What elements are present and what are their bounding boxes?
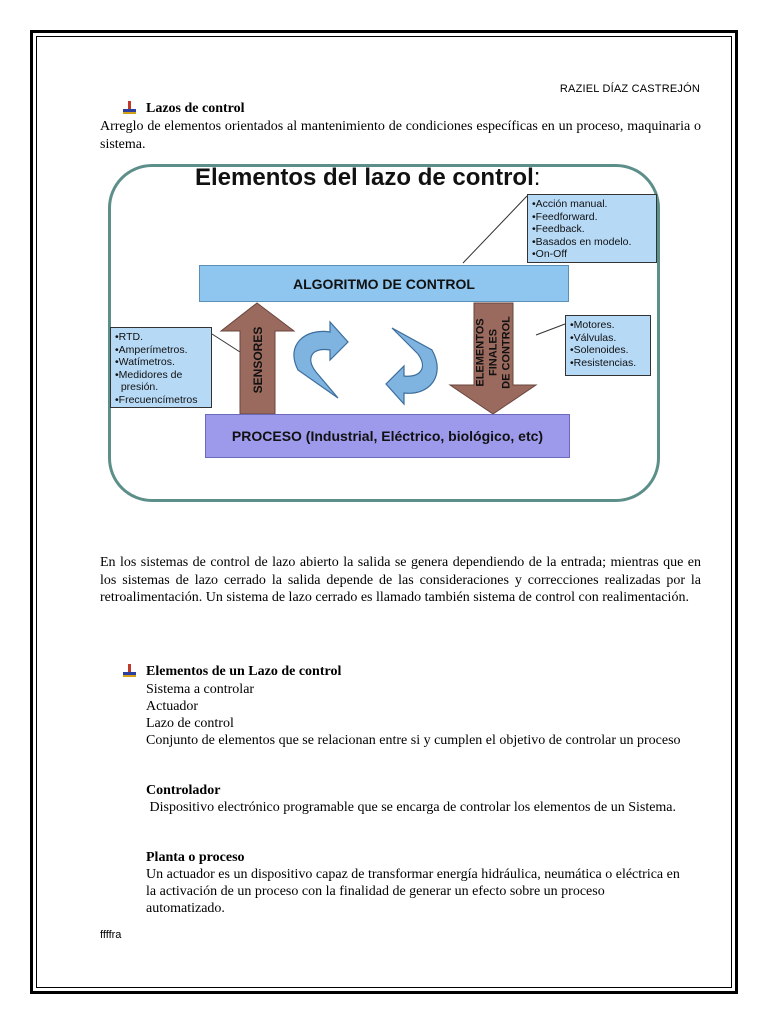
controller-text: Dispositivo electrónico programable que se encarga de controlar los elementos de un Sistema. xyxy=(146,800,677,815)
footer-text: ffffra xyxy=(100,929,122,941)
sensor-types-note: •RTD. •Amperímetros. •Watímetros. •Medidores de presión. •Frecuencímetros xyxy=(110,327,212,408)
open-closed-loop-paragraph: En los sistemas de control de lazo abierto la salida se genera dependiendo de la entrada; mientras que en los sistemas de lazo cerrado la salida depende de las consideraciones y correcciones realizadas por la retroalimentación. Un sistema de lazo cerrado es llamado también sistema de control con realimentación. xyxy=(100,555,701,605)
plant-heading: Planta o proceso xyxy=(146,850,245,865)
bullet-icon xyxy=(122,664,138,678)
algorithm-types-note: •Acción manual. •Feedforward. •Feedback. •Basados en modelo. •On-Off xyxy=(527,194,657,263)
cycle-arrow-icon xyxy=(294,322,437,404)
list-item: Sistema a controlar xyxy=(146,682,255,697)
author-name: RAZIEL DÍAZ CASTREJÓN xyxy=(559,83,700,95)
section-paragraph-lazos: Arreglo de elementos orientados al mantenimiento de condiciones específicas en un proceso, maquinaria o sistema. xyxy=(100,119,701,152)
list-item: Lazo de control xyxy=(146,716,234,731)
connector-line-sensors xyxy=(212,334,240,352)
plant-text: Un actuador es un dispositivo capaz de transformar energía hidráulica, neumática o eléctrica en la activación de un proceso con la finalidad de generar un efecto sobre un proceso automatizado. xyxy=(146,867,680,916)
section-heading-elementos: Elementos de un Lazo de control xyxy=(146,664,342,679)
sensors-label: SENSORES xyxy=(251,326,265,394)
controller-heading: Controlador xyxy=(146,783,221,798)
connector-line-algorithm xyxy=(463,196,527,263)
algorithm-box: ALGORITMO DE CONTROL xyxy=(199,265,569,302)
actuators-label: ELEMENTOS FINALES DE CONTROL xyxy=(474,316,513,389)
loop-description: Conjunto de elementos que se relacionan entre si y cumplen el objetivo de controlar un proceso xyxy=(146,733,681,748)
process-box: PROCESO (Industrial, Eléctrico, biológico, etc) xyxy=(205,414,570,458)
list-item: Actuador xyxy=(146,699,199,714)
connector-line-actuators xyxy=(536,324,565,335)
actuator-types-note: •Motores. •Válvulas. •Solenoides. •Resistencias. xyxy=(565,315,651,376)
diagram-title: Elementos del lazo de control: xyxy=(195,164,541,191)
section-heading-lazos: Lazos de control xyxy=(146,101,245,116)
